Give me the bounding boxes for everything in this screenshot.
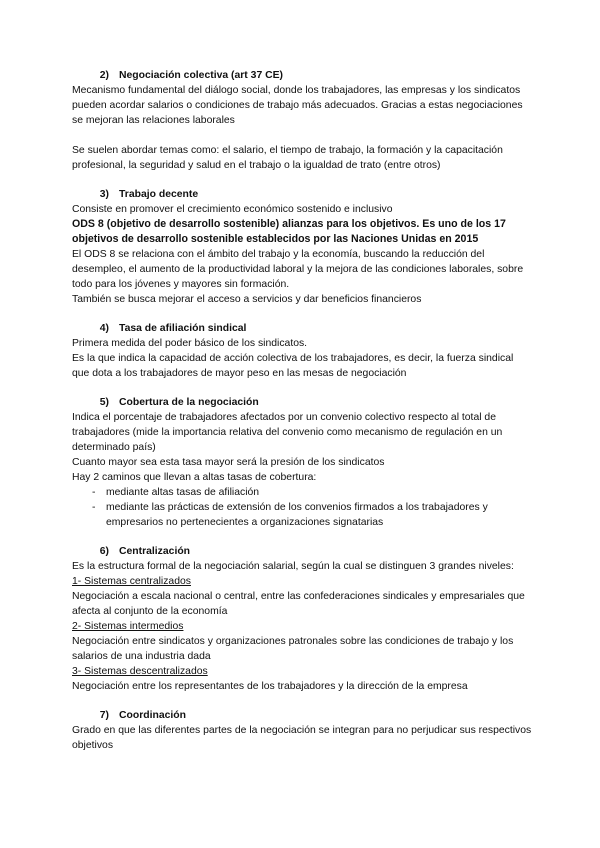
subheading-descentralizados: 3- Sistemas descentralizados: [72, 666, 208, 677]
list-item-text: mediante altas tasas de afiliación: [106, 487, 260, 498]
section-coordinacion: [72, 708, 532, 753]
section-number: 6): [99, 546, 109, 557]
paragraph: Negociación entre los representantes de los trabajadores y la dirección de la empresa: [72, 681, 468, 692]
section-trabajo-decente: [72, 187, 532, 307]
paragraph: Cuanto mayor sea esta tasa mayor será la presión de los sindicatos: [72, 457, 385, 468]
section-title: Coordinación: [119, 710, 186, 721]
paragraph: Hay 2 caminos que llevan a altas tasas de cobertura:: [72, 472, 317, 483]
paragraph: El ODS 8 se relaciona con el ámbito del trabajo y la economía, buscando la reducción del desempleo, el aumento de la productividad laboral y la mejora de las condiciones laborales, sobre todo para los jóvenes y mayores sin formación.: [72, 249, 524, 290]
section-negociacion-colectiva: [72, 68, 532, 173]
paragraph: Negociación a escala nacional o central, entre las confederaciones sindicales y empresariales que afecta al conjunto de la economía: [72, 591, 525, 617]
section-number: 7): [99, 710, 109, 721]
paragraph: Es la estructura formal de la negociación salarial, según la cual se distinguen 3 grandes niveles:: [72, 561, 514, 572]
section-heading: [72, 708, 532, 723]
section-heading: [72, 395, 532, 410]
subheading-centralizados: 1- Sistemas centralizados: [72, 576, 191, 587]
paragraph: Indica el porcentaje de trabajadores afectados por un convenio colectivo respecto al total de trabajadores (mide la importancia relativa del convenio como mecanismo de regulación en un determinado país): [72, 412, 503, 453]
paragraph: Se suelen abordar temas como: el salario, el tiempo de trabajo, la formación y la capacitación profesional, la seguridad y salud en el trabajo o la igualdad de trato (entre otros): [72, 145, 503, 171]
paragraph: Mecanismo fundamental del diálogo social, donde los trabajadores, las empresas y los sindicatos pueden acordar salarios o condiciones de trabajo más adecuados. Gracias a estas negociaciones se mejoran las relaciones laborales: [72, 85, 523, 126]
paragraph: Es la que indica la capacidad de acción colectiva de los trabajadores, es decir, la fuerza sindical que dota a los trabajadores de mayor peso en las mesas de negociación: [72, 353, 514, 379]
subheading-intermedios: 2- Sistemas intermedios: [72, 621, 184, 632]
list-item-text: mediante las prácticas de extensión de los convenios firmados a los trabajadores y empresarios no pertenecientes a organizaciones signatarias: [106, 502, 488, 528]
paragraph: Negociación entre sindicatos y organizaciones patronales sobre las condiciones de trabajo y los salarios de una industria dada: [72, 636, 514, 662]
document-page: [72, 68, 532, 753]
paragraph: Primera medida del poder básico de los sindicatos.: [72, 338, 308, 349]
dash-bullet: -: [92, 502, 96, 513]
paragraph: También se busca mejorar el acceso a servicios y dar beneficios financieros: [72, 294, 422, 305]
paragraph: Grado en que las diferentes partes de la negociación se integran para no perjudicar sus respectivos objetivos: [72, 725, 532, 751]
section-number: 3): [99, 189, 109, 200]
section-cobertura: [72, 395, 532, 530]
section-number: 4): [99, 323, 109, 334]
bold-paragraph-ods8: ODS 8 (objetivo de desarrollo sostenible) alianzas para los objetivos. Es uno de los 17 objetivos de desarrollo sostenible establecidos por las Naciones Unidas en 2015: [72, 218, 506, 245]
section-tasa-afiliacion: [72, 321, 532, 381]
section-heading: [72, 68, 532, 83]
section-title: Negociación colectiva (art 37 CE): [119, 70, 283, 81]
dash-list: [72, 485, 532, 530]
dash-bullet: -: [92, 487, 96, 498]
list-item: [72, 485, 532, 500]
paragraph: Consiste en promover el crecimiento económico sostenido e inclusivo: [72, 204, 393, 215]
section-number: 2): [99, 70, 109, 81]
section-title: Centralización: [119, 546, 191, 557]
section-number: 5): [99, 397, 109, 408]
list-item: [72, 500, 532, 530]
section-heading: [72, 187, 532, 202]
section-heading: [72, 544, 532, 559]
section-title: Cobertura de la negociación: [119, 397, 259, 408]
section-heading: [72, 321, 532, 336]
section-title: Trabajo decente: [119, 189, 199, 200]
section-title: Tasa de afiliación sindical: [119, 323, 247, 334]
section-centralizacion: [72, 544, 532, 694]
